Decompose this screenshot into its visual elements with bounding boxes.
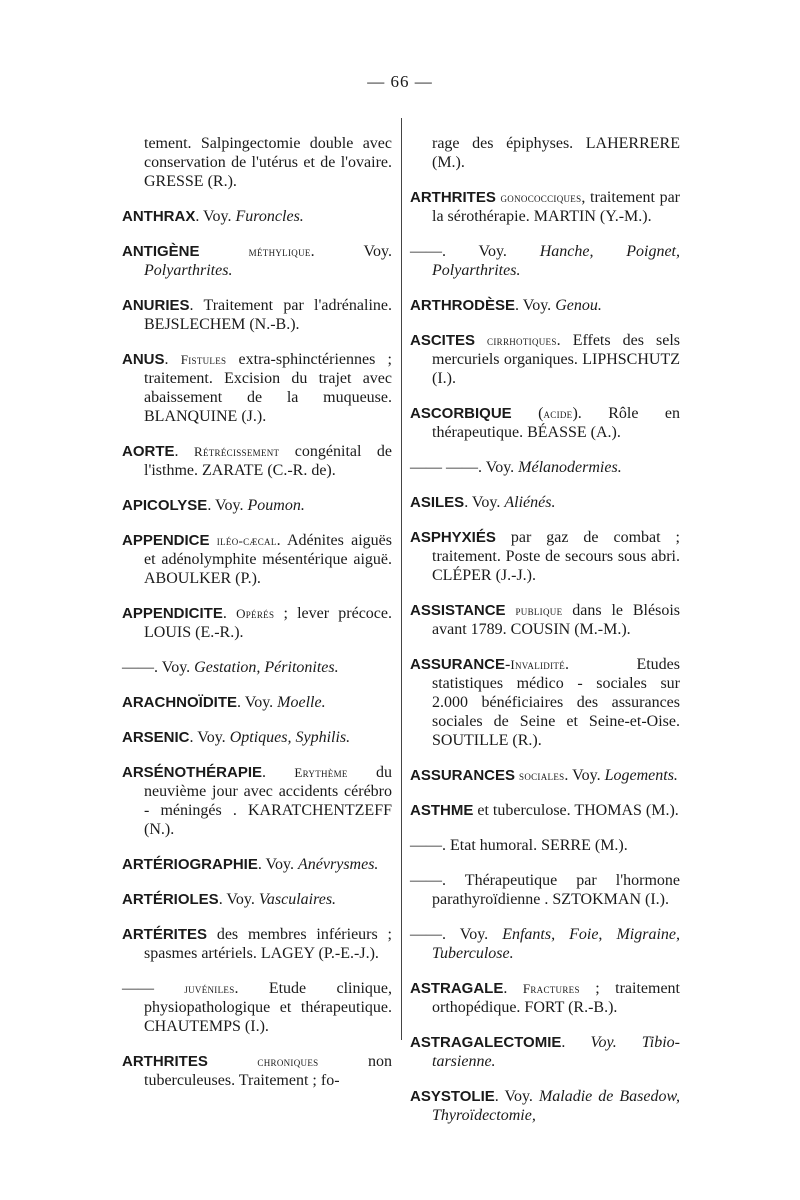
index-entry-continuation [122, 134, 392, 191]
entry-text [475, 332, 487, 349]
entry-qualifier: iléo-cæcal [216, 533, 277, 548]
index-subentry [410, 871, 680, 909]
entry-qualifier: gonococciques [500, 190, 582, 205]
entry-headword: ANTIGÈNE [122, 243, 200, 260]
index-subentry [122, 979, 392, 1036]
entry-cross-reference: Hanche, Poignet, Polyarthrites. [432, 243, 680, 279]
entry-headword: ASCORBIQUE [410, 405, 512, 422]
entry-text: . Adénites aiguës et adénolymphite mésentérique aiguë. ABOULKER (P.). [144, 532, 393, 587]
entry-headword: ARTÉRIOLES [122, 891, 219, 908]
index-entry [122, 728, 392, 747]
index-entry [122, 890, 392, 909]
entry-text: . Voy. [515, 297, 556, 314]
index-entry [122, 207, 392, 226]
index-entry [122, 1052, 392, 1090]
index-entry [410, 296, 680, 315]
entry-headword: APPENDICE [122, 532, 210, 549]
entry-cross-reference: Logements. [604, 767, 678, 784]
entry-text: . Effets des sels mercuriels organiques. LIPHSCHUTZ (I.). [432, 332, 680, 387]
index-entry [410, 1033, 680, 1071]
entry-text: ——. Thérapeutique par l'hormone parathyroïdienne . SZTOKMAN (I.). [410, 872, 680, 908]
entry-text: . [262, 764, 295, 781]
entry-text: ——. Voy. [122, 659, 195, 676]
entry-text: extra-sphinctériennes ; traitement. Excision du trajet avec abaissement de la muqueuse. BLANQUINE (J.). [144, 351, 392, 425]
index-entry [410, 801, 680, 820]
entry-qualifier: chroniques [257, 1054, 319, 1069]
entry-cross-reference: Aliénés. [504, 494, 556, 511]
entry-cross-reference: Furoncles. [235, 208, 304, 225]
index-entry [410, 979, 680, 1017]
entry-qualifier: acide [543, 406, 573, 421]
entry-text: ——. Voy. [410, 243, 540, 260]
entry-headword: ASSISTANCE [410, 602, 506, 619]
index-entry [122, 442, 392, 480]
index-subentry [410, 458, 680, 477]
entry-text: . [164, 351, 181, 368]
entry-text: ——. Etat humoral. SERRE (M.). [410, 837, 628, 854]
entry-text: congénital de l'isthme. ZARATE (C.-R. de). [144, 443, 393, 479]
index-subentry [410, 242, 680, 280]
entry-text: par gaz de combat ; traitement. Poste de secours sous abri. CLÉPER (J.-J.). [432, 529, 680, 584]
entry-headword: ASTHME [410, 802, 474, 819]
index-entry [122, 496, 392, 515]
index-entry [122, 350, 392, 426]
index-entry [410, 1087, 680, 1125]
entry-text: tement. Salpingectomie double avec conservation de l'utérus et de l'ovaire. GRESSE (R.). [144, 135, 392, 190]
entry-headword: ARTÉRIOGRAPHIE [122, 856, 258, 873]
entry-text: . [222, 605, 237, 622]
column-divider [401, 118, 402, 1040]
entry-text: . [503, 980, 523, 997]
index-entry [410, 331, 680, 388]
entry-text: ——. Voy. [410, 926, 503, 943]
entry-cross-reference: Anévrysmes. [298, 856, 379, 873]
index-entry [122, 531, 392, 588]
entry-headword: APPENDICITE [122, 605, 223, 622]
entry-text: . Voy. [207, 497, 248, 514]
entry-text: . Traitement par l'adrénaline. BEJSLECHEM (N.-B.). [144, 297, 392, 333]
entry-qualifier: juvéniles [184, 981, 235, 996]
entry-text: ). Rôle en thérapeutique. BÉASSE (A.). [432, 405, 681, 441]
entry-headword: ASILES [410, 494, 465, 511]
entry-headword: ARTHRODÈSE [410, 297, 516, 314]
entry-headword: ARACHNOÏDITE [122, 694, 237, 711]
page-number: — 66 — [367, 72, 433, 91]
entry-headword: ASSURANCES [410, 767, 516, 784]
index-entry [410, 601, 680, 639]
entry-qualifier: méthylique [248, 244, 311, 259]
entry-text: ( [511, 405, 544, 422]
index-entry [122, 855, 392, 874]
entry-text: —— [122, 980, 185, 997]
index-entry [410, 528, 680, 585]
entry-text: du neuvième jour avec accidents cérébro - méningés . KARATCHENTZEFF (N.). [144, 764, 392, 838]
entry-headword: ASYSTOLIE [410, 1088, 495, 1105]
entry-qualifier: Opérés [236, 606, 275, 621]
right-column [410, 118, 680, 1133]
entry-headword: ASTRAGALECTOMIE [410, 1034, 562, 1051]
entry-headword: ARSENIC [122, 729, 190, 746]
entry-headword: ARTHRITES [410, 189, 496, 206]
entry-text: des membres inférieurs ; spasmes artériels. LAGEY (P.-E.-J.). [144, 926, 392, 962]
entry-cross-reference: Poumon. [247, 497, 305, 514]
entry-headword: ANTHRAX [122, 208, 196, 225]
index-entry [122, 763, 392, 839]
entry-text: . Etudes statistiques médico - sociales sur 2.000 bénéficiaires des assurances sociales de Seine et Seine-et-Oise. SOUTILLE (R.). [432, 656, 680, 749]
entry-text: . [174, 443, 194, 460]
entry-cross-reference: Gestation, Péritonites. [194, 659, 339, 676]
index-entry [410, 404, 680, 442]
entry-cross-reference: Mélanodermies. [518, 459, 622, 476]
entry-headword: ARTHRITES [122, 1053, 208, 1070]
index-entry [122, 925, 392, 963]
index-entry [122, 693, 392, 712]
entry-text: . Voy. [564, 767, 605, 784]
entry-text: - [505, 656, 511, 673]
entry-qualifier: cirrhotiques [487, 333, 557, 348]
index-entry [410, 655, 680, 750]
index-entry-continuation [410, 134, 680, 172]
entry-qualifier: publique [515, 603, 563, 618]
entry-cross-reference: Moelle. [277, 694, 326, 711]
entry-text [208, 1053, 258, 1070]
entry-headword: ASCITES [410, 332, 476, 349]
entry-qualifier: sociales [519, 768, 565, 783]
entry-text: , traitement par la sérothérapie. MARTIN (Y.-M.). [432, 189, 680, 225]
index-entry [122, 604, 392, 642]
index-subentry [410, 836, 680, 855]
entry-headword: ASSURANCE [410, 656, 506, 673]
index-entry [410, 188, 680, 226]
entry-text: ; lever précoce. LOUIS (E.-R.). [144, 605, 393, 641]
entry-qualifier: Erythème [294, 765, 348, 780]
entry-qualifier: Invalidité [510, 657, 565, 672]
entry-text: ; traitement orthopédique. FORT (R.-B.). [432, 980, 680, 1016]
index-entry [410, 493, 680, 512]
index-entry [410, 766, 680, 785]
entry-text: dans le Blésois avant 1789. COUSIN (M.-M.). [432, 602, 681, 638]
entry-qualifier: Fractures [522, 981, 580, 996]
entry-text: . [561, 1034, 591, 1051]
entry-text: . Voy. [218, 891, 259, 908]
entry-text [200, 243, 249, 260]
index-subentry [410, 925, 680, 963]
entry-qualifier: Rétrécissement [193, 444, 280, 459]
entry-headword: AORTE [122, 443, 175, 460]
entry-cross-reference: Maladie de Basedow, Thyroïdectomie, [432, 1088, 680, 1124]
entry-headword: ARSÉNOTHÉRAPIE [122, 764, 263, 781]
entry-text: . Voy. [189, 729, 230, 746]
entry-text: . Voy. [257, 856, 299, 873]
entry-cross-reference: Genou. [555, 297, 602, 314]
entry-headword: ARTÉRITES [122, 926, 208, 943]
entry-text: . Voy. [494, 1088, 539, 1105]
index-entry [122, 242, 392, 280]
entry-text [506, 602, 516, 619]
entry-text [210, 532, 217, 549]
entry-cross-reference: Optiques, Syphilis. [229, 729, 351, 746]
index-subentry [122, 658, 392, 677]
left-column [122, 118, 392, 1098]
entry-text: . Voy. [195, 208, 236, 225]
entry-headword: ASPHYXIÉS [410, 529, 496, 546]
entry-text: rage des épiphyses. LAHERRERE (M.). [432, 135, 680, 171]
entry-text: . Voy. [464, 494, 505, 511]
entry-text: . Etude clinique, physiopathologique et thérapeutique. CHAUTEMPS (I.). [144, 980, 392, 1035]
entry-qualifier: Fistules [180, 352, 227, 367]
entry-text: non tuberculeuses. Traitement ; fo- [144, 1053, 393, 1089]
entry-headword: ANURIES [122, 297, 190, 314]
entry-text: et tuberculose. THOMAS (M.). [473, 802, 679, 819]
entry-cross-reference: Enfants, Foie, Migraine, Tuberculose. [432, 926, 680, 962]
entry-headword: APICOLYSE [122, 497, 208, 514]
entry-headword: ANUS [122, 351, 165, 368]
entry-text: . Voy. [310, 243, 392, 260]
entry-text: —— ——. Voy. [410, 459, 519, 476]
entry-cross-reference: Voy. Tibio-tarsienne. [432, 1034, 681, 1070]
index-entry [122, 296, 392, 334]
entry-text: . Voy. [237, 694, 278, 711]
entry-cross-reference: Vasculaires. [258, 891, 337, 908]
entry-headword: ASTRAGALE [410, 980, 504, 997]
entry-cross-reference: Polyarthrites. [144, 262, 233, 279]
